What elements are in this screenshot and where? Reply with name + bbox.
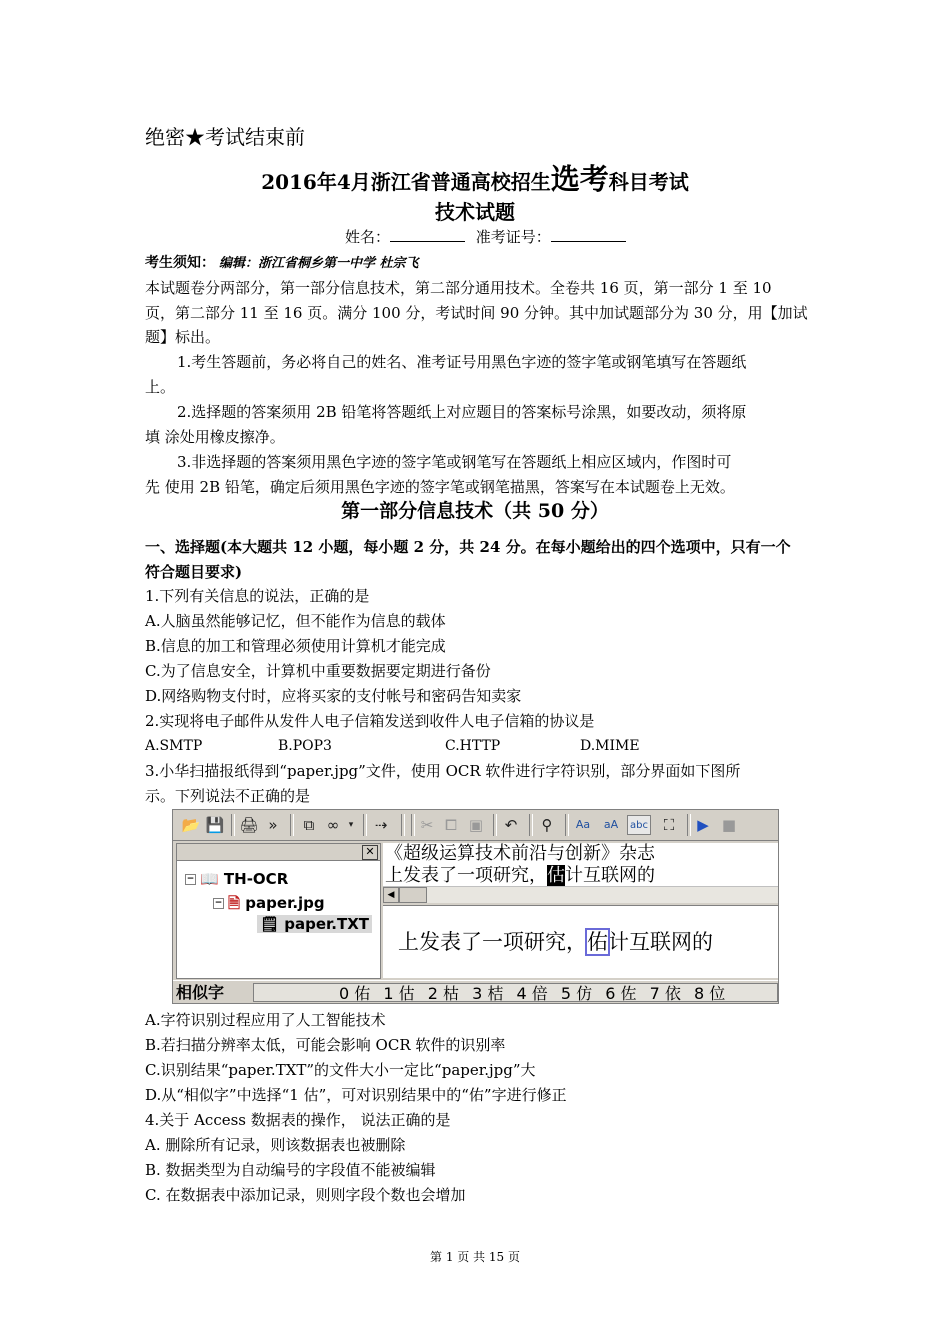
similar-chars-bar <box>173 980 778 1004</box>
ocr-toolbar <box>173 810 778 841</box>
notice-item-3-cont: 先 使用 2B 铅笔，确定后须用黑色字迹的签字笔或钢笔描黑，答案写在本试题卷上无效。 <box>145 478 735 496</box>
recognized-text-a: 上发表了一项研究， <box>398 930 587 954</box>
exam-subtitle: 技术试题 <box>435 200 515 224</box>
image-file-icon: 🗎 <box>228 894 241 912</box>
q3-option-b: B.若扫描分辨率太低，可能会影响 OCR 软件的识别率 <box>145 1036 506 1054</box>
intro-line-2: 页，第二部分 11 至 16 页。满分 100 分，考试时间 90 分钟。其中加试题部分为 30 分，用【加试 <box>145 304 808 322</box>
tree-image-label: paper.jpg <box>245 894 325 912</box>
exam-title-big: 选考 <box>550 162 609 196</box>
q1-option-d: D.网络购物支付时，应将买家的支付帐号和密码告知卖家 <box>145 687 522 705</box>
horizontal-scrollbar <box>383 886 778 903</box>
scroll-thumb <box>399 887 427 903</box>
intro-line-1: 本试题卷分两部分，第一部分信息技术，第二部分通用技术。全卷共 16 页，第一部分 1 至 10 <box>145 279 772 297</box>
name-label: 姓名： <box>345 228 391 246</box>
layers-icon: ⧉ <box>303 816 315 834</box>
q2-option-b: B.POP3 <box>278 738 332 754</box>
toolbar-separator <box>411 814 415 836</box>
toolbar-separator <box>363 814 367 836</box>
image-line-2 <box>385 865 779 887</box>
toolbar-separator <box>565 814 569 836</box>
toolbar-separator <box>290 814 294 836</box>
notice-item-1: 1.考生答题前，务必将自己的姓名、准考证号用黑色字迹的签字笔或钢笔填写在答题纸 <box>177 353 747 371</box>
q3-stem-1: 3.小华扫描报纸得到“paper.jpg”文件，使用 OCR 软件进行字符识别，部分界面如下图所 <box>145 762 741 780</box>
q4-stem: 4.关于 Access 数据表的操作， 说法正确的是 <box>145 1111 451 1129</box>
part1-title: 第一部分信息技术（共 50 分） <box>341 500 609 522</box>
candidate-8: 8 位 <box>694 984 726 1003</box>
candidate-5: 5 仿 <box>560 984 593 1003</box>
exam-title <box>0 162 950 199</box>
close-icon: ✕ <box>362 845 378 860</box>
q2-stem: 2.实现将电子邮件从发件人电子信箱发送到收件人电子信箱的协议是 <box>145 712 595 730</box>
notice-item-2-cont: 填 涂处用橡皮擦净。 <box>145 428 285 446</box>
candidate-6: 6 佐 <box>605 984 637 1003</box>
recognized-highlight-char: 佑 <box>587 930 608 954</box>
tree-root <box>185 870 288 888</box>
intro-line-3: 题】标出。 <box>145 328 221 346</box>
save-icon: 💾 <box>205 816 225 834</box>
q2-option-a: A.SMTP <box>145 738 203 754</box>
secret-mark: 绝密★考试结束前 <box>145 125 305 149</box>
candidate-1: 1 估 <box>383 984 415 1003</box>
q1-option-b: B.信息的加工和管理必须使用计算机才能完成 <box>145 637 446 655</box>
q3-option-d: D.从“相似字”中选择“1 估”，可对识别结果中的“佑”字进行修正 <box>145 1086 567 1104</box>
toolbar-separator <box>687 814 691 836</box>
recognized-text-c: 计互联网的 <box>608 930 713 954</box>
q3-option-c: C.识别结果“paper.TXT”的文件大小一定比“paper.jpg”大 <box>145 1061 536 1079</box>
play-icon: ▶ <box>697 816 709 834</box>
q3-stem-2: 示。下列说法不正确的是 <box>145 787 311 805</box>
candidate-4: 4 倍 <box>516 984 548 1003</box>
toolbar-separator <box>529 814 533 836</box>
q1-option-a: A.人脑虽然能够记忆，但不能作为信息的载体 <box>145 612 446 630</box>
recognize-icon: Aa <box>575 818 591 831</box>
q2-option-c: C.HTTP <box>445 738 501 754</box>
notice-item-2: 2.选择题的答案须用 2B 铅笔将答题纸上对应题目的答案标号涂黑，如要改动，须将原 <box>177 403 747 421</box>
toolbar-separator <box>231 814 235 836</box>
q3-option-a: A.字符识别过程应用了人工智能技术 <box>145 1011 386 1029</box>
section-header-1: 一、选择题(本大题共 12 小题，每小题 2 分，共 24 分。在每小题给出的四个选项中，只有一个 <box>145 538 791 556</box>
editor-credit: 编辑：浙江省桐乡第一中学 杜宗飞 <box>219 256 419 271</box>
exam-title-pre: 2016年4月浙江省普通高校招生 <box>261 170 551 194</box>
id-blank <box>551 227 626 242</box>
glasses-icon: ∞ <box>326 816 340 834</box>
recognize-region-icon: aA <box>603 818 619 831</box>
recognize-text-icon: abc <box>627 815 651 835</box>
dropdown-arrow-icon: ▾ <box>348 820 354 830</box>
export-icon: ⇢ <box>374 816 388 834</box>
tree-item-text <box>257 915 372 933</box>
section-header-2: 符合题目要求) <box>145 563 243 581</box>
tree-header <box>177 844 380 861</box>
candidate-7: 7 依 <box>649 984 681 1003</box>
undo-icon: ↶ <box>504 816 518 834</box>
name-blank <box>390 227 465 242</box>
tree-text-label: paper.TXT <box>284 915 370 933</box>
similar-chars-label: 相似字 <box>176 983 225 1002</box>
copy-icon: ⧠ <box>444 816 457 834</box>
find-icon: ⚲ <box>541 816 553 834</box>
image-line-2-c: 计互联网的 <box>565 865 655 886</box>
file-tree <box>176 843 381 979</box>
collapse-icon: − <box>186 874 195 884</box>
q2-option-d: D.MIME <box>580 738 640 754</box>
toolbar-separator <box>493 814 497 836</box>
scroll-left-icon: ◀ <box>383 887 399 903</box>
candidate-3: 3 桔 <box>472 984 504 1003</box>
cut-icon: ✂ <box>420 816 434 834</box>
paste-icon: ▣ <box>468 816 484 834</box>
candidate-list <box>253 983 778 1002</box>
scan-icon: » <box>268 816 278 834</box>
collapse-icon: − <box>214 898 223 908</box>
image-line-1: 《超级运算技术前沿与创新》杂志 <box>385 843 655 864</box>
print-icon: 🖨 <box>239 816 259 834</box>
notice-item-3: 3.非选择题的答案须用黑色字迹的签字笔或钢笔写在答题纸上相应区域内，作图时可 <box>177 453 732 471</box>
candidate-2: 2 枯 <box>427 984 460 1003</box>
fullscreen-icon: ⛶ <box>663 816 675 834</box>
image-line-2-a: 上发表了一项研究， <box>385 865 547 886</box>
stop-icon: ■ <box>721 816 737 834</box>
candidate-0: 0 佑 <box>339 984 371 1003</box>
page-footer: 第 1 页 共 15 页 <box>430 1250 520 1264</box>
image-highlight-char: 估 <box>547 865 565 886</box>
notice-item-1-cont: 上。 <box>145 378 176 396</box>
q1-option-c: C.为了信息安全，计算机中重要数据要定期进行备份 <box>145 662 491 680</box>
notice-heading: 考生须知： <box>145 255 215 271</box>
tree-root-label: TH-OCR <box>223 870 289 888</box>
exam-title-post: 科目考试 <box>608 170 689 194</box>
notice-heading-line <box>145 253 419 274</box>
id-label: 准考证号： <box>475 228 551 246</box>
q4-option-b: B. 数据类型为自动编号的字段值不能被编辑 <box>145 1161 436 1179</box>
q4-option-c: C. 在数据表中添加记录，则则字段个数也会增加 <box>145 1186 466 1204</box>
open-folder-icon: 📂 <box>181 816 201 834</box>
toolbar-separator <box>401 814 405 836</box>
ocr-screenshot <box>172 809 779 1004</box>
recognized-text <box>383 905 779 978</box>
book-icon: 📖 <box>200 870 219 888</box>
q4-option-a: A. 删除所有记录，则该数据表也被删除 <box>145 1136 406 1154</box>
name-id-line <box>345 227 626 247</box>
text-file-icon: 🗒 <box>260 915 280 933</box>
q1-stem: 1.下列有关信息的说法，正确的是 <box>145 587 370 605</box>
